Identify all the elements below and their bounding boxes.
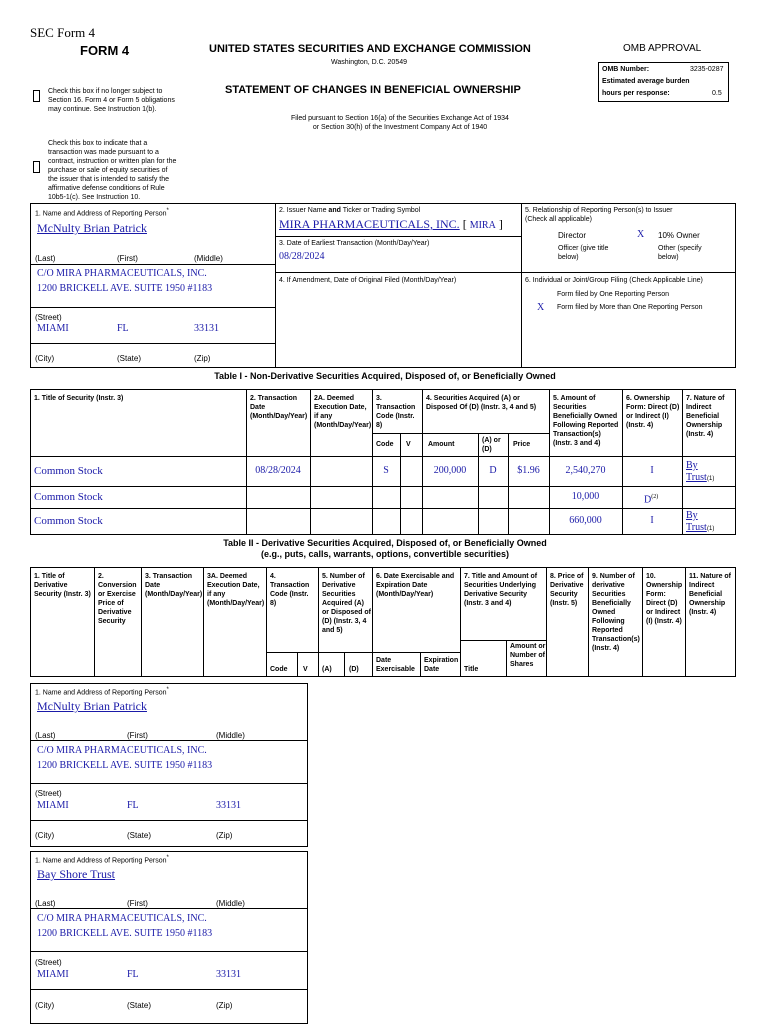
form-number: FORM 4 bbox=[80, 43, 130, 58]
p1-zip-label: (Zip) bbox=[216, 831, 233, 840]
t2-h9: 9. Number of derivative Securities Beneficially Owned Following Reported Transaction(s) (Instr. 4) bbox=[592, 573, 640, 652]
middle-label: (Middle) bbox=[194, 254, 223, 263]
t1-h3: 3. Transaction Code (Instr. 8) bbox=[376, 395, 416, 429]
issuer-name-ticker: MIRA PHARMACEUTICALS, INC. [ MIRA ] bbox=[279, 217, 503, 231]
p2-state-label: (State) bbox=[127, 1001, 152, 1010]
t2-h1: 1. Title of Derivative Security (Instr. 3) bbox=[34, 573, 91, 598]
t1-r1-owned: 2,540,270 bbox=[565, 465, 606, 476]
t1-r2-title: Common Stock bbox=[34, 491, 103, 503]
t1-amount: Amount bbox=[428, 441, 455, 448]
t2-expiration: Expiration Date bbox=[424, 657, 459, 673]
p2-addr2: 1200 BRICKELL AVE. SUITE 1950 #1183 bbox=[37, 928, 213, 939]
p1-last: (Last) bbox=[35, 731, 56, 740]
t2-code: Code bbox=[270, 666, 288, 673]
t2-amount-shares: Amount or Number of Shares bbox=[510, 643, 546, 668]
t1-r1-footnote: (1) bbox=[707, 476, 715, 482]
p1-city-label: (City) bbox=[35, 831, 55, 840]
t2-date-exercisable: Date Exercisable bbox=[376, 657, 415, 673]
p2-street: (Street) bbox=[35, 958, 62, 967]
t1-r1-nature: By Trust bbox=[686, 460, 707, 483]
t1-h5: 5. Amount of Securities Beneficially Owned Following Reported Transaction(s) (Instr. 3 and 4) bbox=[553, 395, 619, 447]
earliest-date-label: 3. Date of Earliest Transaction (Month/Day/Year) bbox=[279, 240, 430, 247]
t1-r3-title: Common Stock bbox=[34, 515, 103, 527]
p2-addr1: C/O MIRA PHARMACEUTICALS, INC. bbox=[37, 913, 207, 924]
filing-label: 6. Individual or Joint/Group Filing (Check Applicable Line) bbox=[525, 277, 703, 284]
address-line-1: C/O MIRA PHARMACEUTICALS, INC. bbox=[37, 268, 207, 279]
p2-zip-label: (Zip) bbox=[216, 1001, 233, 1010]
omb-number: 3235-0287 bbox=[690, 66, 724, 73]
p2-zip: 33131 bbox=[216, 969, 241, 980]
t2-h10: 10. Ownership Form: Direct (D) or Indirect (I) (Instr. 4) bbox=[646, 573, 683, 625]
t1-aord: (A) or (D) bbox=[482, 437, 501, 453]
p1-label: 1. Name and Address of Reporting Person* bbox=[35, 687, 169, 697]
t1-r3-nature: By Trust bbox=[686, 510, 707, 533]
t2-d: (D) bbox=[349, 666, 359, 673]
commission-location: Washington, D.C. 20549 bbox=[331, 59, 408, 66]
rule-10b5-text: Check this box to indicate that a transaction was made pursuant to a contract, instruction or written plan for the purchase or sale of equity securities of the issuer that is intended to satisfy the affirmative defense conditions of Rule 10b5-1(c). See Instruction 10. bbox=[48, 140, 177, 201]
amendment-label: 4. If Amendment, Date of Original Filed (Month/Day/Year) bbox=[279, 277, 457, 284]
p1-city: MIAMI bbox=[37, 800, 69, 811]
t2-h11: 11. Nature of Indirect Beneficial Ownership (Instr. 4) bbox=[689, 573, 732, 616]
t1-price: Price bbox=[513, 441, 531, 448]
t1-r1-code: S bbox=[383, 465, 389, 476]
t1-h1: 1. Title of Security (Instr. 3) bbox=[34, 395, 124, 402]
table2-title-1: Table II - Derivative Securities Acquired, Disposed of, or Beneficially Owned bbox=[223, 538, 547, 548]
table1-title: Table I - Non-Derivative Securities Acquired, Disposed of, or Beneficially Owned bbox=[214, 371, 556, 381]
t1-r1-title: Common Stock bbox=[34, 465, 103, 477]
t1-v: V bbox=[406, 441, 411, 448]
filed-line-2: or Section 30(h) of the Investment Company Act of 1940 bbox=[312, 124, 488, 131]
p2-city: MIAMI bbox=[37, 969, 69, 980]
t2-h8: 8. Price of Derivative Security (Instr. 5) bbox=[550, 573, 584, 607]
t1-h2a: 2A. Deemed Execution Date, if any (Month/Day/Year) bbox=[314, 395, 372, 429]
t1-r1-form: I bbox=[650, 465, 654, 476]
omb-hours-label: hours per response: bbox=[602, 90, 670, 97]
t2-title: Title bbox=[464, 666, 479, 673]
p1-state: FL bbox=[127, 800, 139, 811]
t1-r3-footnote: (1) bbox=[707, 526, 715, 532]
no-longer-subject-checkbox[interactable] bbox=[33, 90, 40, 102]
commission-title: UNITED STATES SECURITIES AND EXCHANGE COMMISSION bbox=[209, 43, 531, 55]
t2-a: (A) bbox=[322, 666, 332, 673]
p1-middle: (Middle) bbox=[216, 731, 245, 740]
city-label: (City) bbox=[35, 354, 55, 363]
t1-r1-price: $1.96 bbox=[517, 465, 540, 476]
issuer-label: 2. Issuer Name and Ticker or Trading Symbol bbox=[279, 207, 421, 214]
t2-h2: 2. Conversion or Exercise Price of Derivative Security bbox=[98, 573, 137, 625]
street-label: (Street) bbox=[35, 313, 62, 322]
filed-line-1: Filed pursuant to Section 16(a) of the Securities Exchange Act of 1934 bbox=[291, 115, 509, 122]
other-label: Other (specify below) bbox=[658, 245, 702, 261]
t1-code: Code bbox=[376, 441, 394, 448]
first-label: (First) bbox=[117, 254, 138, 263]
p1-name[interactable]: McNulty Brian Patrick bbox=[37, 699, 147, 713]
t1-r1-amount: 200,000 bbox=[433, 465, 467, 476]
director-label: Director bbox=[558, 231, 587, 240]
t1-r2-owned: 10,000 bbox=[571, 491, 600, 502]
t1-h6: 6. Ownership Form: Direct (D) or Indirect (I) (Instr. 4) bbox=[626, 395, 680, 429]
p2-first: (First) bbox=[127, 899, 148, 908]
omb-approval-title: OMB APPROVAL bbox=[623, 43, 702, 54]
p1-street: (Street) bbox=[35, 789, 62, 798]
t1-h2: 2. Transaction Date (Month/Day/Year) bbox=[250, 395, 308, 420]
p2-name[interactable]: Bay Shore Trust bbox=[37, 867, 116, 881]
t2-h3: 3. Transaction Date (Month/Day/Year) bbox=[145, 573, 203, 598]
p1-state-label: (State) bbox=[127, 831, 152, 840]
t1-r1-date: 08/28/2024 bbox=[255, 465, 301, 476]
t2-h7: 7. Title and Amount of Securities Underlying Derivative Security (Instr. 3 and 4) bbox=[464, 573, 538, 607]
p1-zip: 33131 bbox=[216, 800, 241, 811]
city-value: MIAMI bbox=[37, 323, 69, 334]
officer-label: Officer (give title below) bbox=[558, 245, 609, 261]
earliest-date-value: 08/28/2024 bbox=[279, 251, 325, 262]
p2-label: 1. Name and Address of Reporting Person* bbox=[35, 855, 169, 865]
state-value: FL bbox=[117, 323, 129, 334]
address-line-2: 1200 BRICKELL AVE. SUITE 1950 #1183 bbox=[37, 283, 213, 294]
sec-form-label: SEC Form 4 bbox=[30, 25, 96, 40]
filing-more-label: Form filed by More than One Reporting Person bbox=[557, 304, 703, 311]
zip-value: 33131 bbox=[194, 323, 219, 334]
p1-first: (First) bbox=[127, 731, 148, 740]
relationship-label: 5. Relationship of Reporting Person(s) to Issuer bbox=[525, 207, 673, 214]
filing-more-mark: X bbox=[537, 302, 545, 313]
p2-middle: (Middle) bbox=[216, 899, 245, 908]
t2-h5: 5. Number of Derivative Securities Acquired (A) or Disposed of (D) (Instr. 3, 4 and 5) bbox=[322, 573, 372, 634]
last-label: (Last) bbox=[35, 254, 56, 263]
no-longer-subject-text: Check this box if no longer subject to Section 16. Form 4 or Form 5 obligations may continue. See Instruction 1(b). bbox=[48, 88, 175, 113]
omb-number-label: OMB Number: bbox=[602, 66, 650, 73]
omb-burden-label: Estimated average burden bbox=[602, 78, 690, 85]
issuer-name-link[interactable]: MIRA PHARMACEUTICALS, INC. bbox=[279, 217, 460, 231]
p1-addr2: 1200 BRICKELL AVE. SUITE 1950 #1183 bbox=[37, 760, 213, 771]
ten-percent-owner-label: 10% Owner bbox=[658, 231, 700, 240]
p2-last: (Last) bbox=[35, 899, 56, 908]
p2-state: FL bbox=[127, 969, 139, 980]
t2-h4: 4. Transaction Code (Instr. 8) bbox=[270, 573, 310, 607]
rule-10b5-checkbox[interactable] bbox=[33, 161, 40, 173]
filing-one-label: Form filed by One Reporting Person bbox=[557, 291, 670, 298]
t1-r3-owned: 660,000 bbox=[569, 515, 602, 526]
zip-label: (Zip) bbox=[194, 354, 211, 363]
t2-v: V bbox=[303, 666, 308, 673]
reporting-person-label: 1. Name and Address of Reporting Person* bbox=[35, 208, 169, 218]
t1-r3-form: I bbox=[650, 515, 654, 526]
relationship-sub: (Check all applicable) bbox=[525, 216, 592, 223]
table2-title-2: (e.g., puts, calls, warrants, options, convertible securities) bbox=[260, 549, 510, 559]
t1-r2-form: $D^{(2)}$ bbox=[644, 494, 659, 506]
ticker-symbol: MIRA bbox=[469, 220, 496, 231]
p2-city-label: (City) bbox=[35, 1001, 55, 1010]
omb-hours: 0.5 bbox=[712, 90, 722, 97]
t2-h3a: 3A. Deemed Execution Date, if any (Month/Day/Year) bbox=[207, 573, 265, 607]
reporting-person-name[interactable]: McNulty Brian Patrick bbox=[37, 221, 147, 235]
state-label: (State) bbox=[117, 354, 142, 363]
p1-addr1: C/O MIRA PHARMACEUTICALS, INC. bbox=[37, 745, 207, 756]
t1-r1-ad: D bbox=[489, 465, 497, 476]
t2-h6: 6. Date Exercisable and Expiration Date (Month/Day/Year) bbox=[376, 573, 455, 598]
t1-h4: 4. Securities Acquired (A) or Disposed Of (D) (Instr. 3, 4 and 5) bbox=[426, 395, 537, 411]
t1-h7: 7. Nature of Indirect Beneficial Ownership (Instr. 4) bbox=[686, 395, 725, 438]
director-mark: X bbox=[637, 229, 645, 240]
statement-title: STATEMENT OF CHANGES IN BENEFICIAL OWNERSHIP bbox=[225, 84, 521, 96]
